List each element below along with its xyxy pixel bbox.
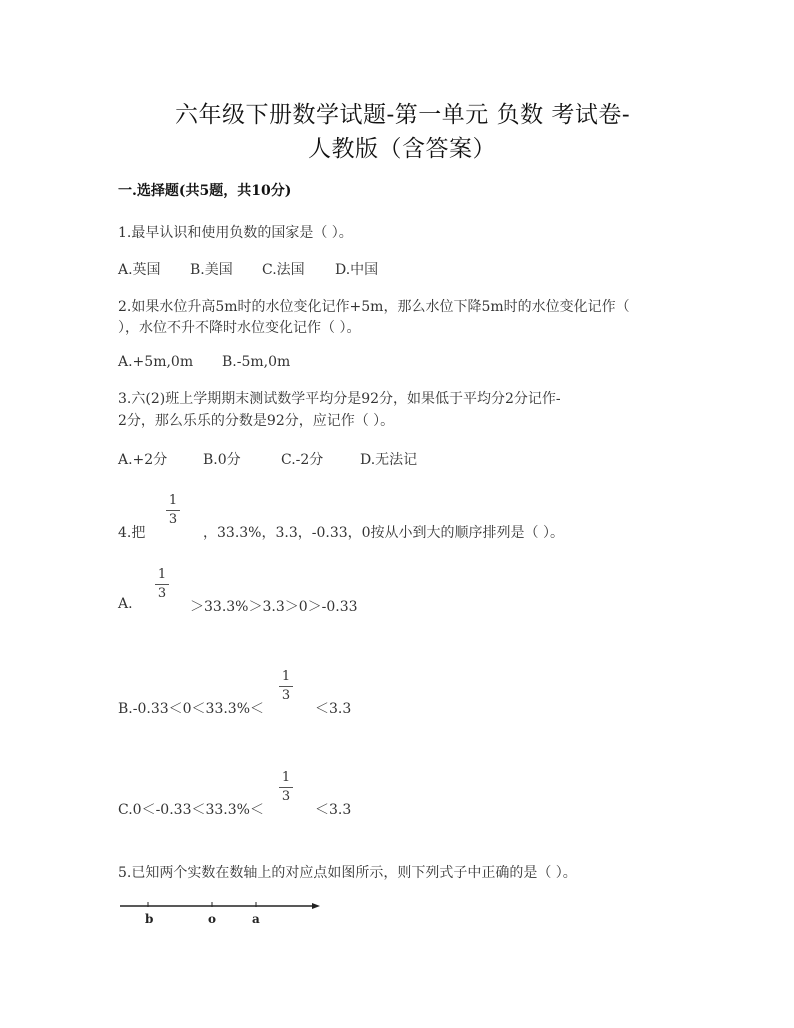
question-3-line2: 2分，那么乐乐的分数是92分，应记作（ ）。 [118,413,395,429]
q4-option-c-rest: ＜3.3 [315,802,352,818]
number-line-arrow [312,903,320,909]
question-2-line2: ），水位不升不降时水位变化记作（ ）。 [118,320,361,336]
q4-option-b-rest: ＜3.3 [315,701,352,717]
fraction-numerator: 1 [157,567,167,582]
q2-option-b: B.-5m,0m [222,354,291,370]
fraction-bar [279,787,293,788]
question-1-text: 1.最早认识和使用负数的国家是（ ）。 [118,225,353,241]
q4-option-b-fraction [279,670,293,703]
fraction-numerator: 1 [281,770,291,785]
q4-option-a-rest: ＞33.3%＞3.3＞0＞-0.33 [190,599,358,615]
label-o: o [208,912,217,926]
q4-option-b-prefix: B.-0.33＜0＜33.3%＜ [118,701,265,717]
q4-option-c-fraction [279,771,293,804]
fraction-numerator: 1 [281,669,291,684]
q1-option-b: B.美国 [190,262,233,278]
fraction-denominator: 3 [157,586,167,601]
q3-option-c: C.-2分 [281,452,324,468]
page-title-line2: 人教版（含答案） [308,136,496,162]
label-a: a [252,912,260,926]
fraction-bar [166,510,180,511]
q1-option-d: D.中国 [335,262,379,278]
q3-option-a: A.+2分 [118,452,168,468]
question-4-prefix: 4.把 [118,525,146,541]
fraction-denominator: 3 [281,789,291,804]
q2-option-a: A.+5m,0m [118,354,194,370]
fraction-denominator: 3 [281,688,291,703]
q4-fraction [166,494,180,527]
fraction-numerator: 1 [168,493,178,508]
section-heading: 一.选择题(共5题，共10分) [118,183,292,199]
q4-option-a-prefix: A. [118,596,133,612]
q4-option-c-prefix: C.0＜-0.33＜33.3%＜ [118,802,264,818]
question-3-line1: 3.六(2)班上学期期末测试数学平均分是92分，如果低于平均分2分记作- [118,391,561,407]
q1-option-c: C.法国 [262,262,305,278]
fraction-denominator: 3 [168,512,178,527]
label-b: b [145,912,154,926]
q1-option-a: A.英国 [118,262,161,278]
question-4-rest: ，33.3%，3.3，-0.33，0按从小到大的顺序排列是（ ）。 [203,525,564,541]
q3-option-b: B.0分 [203,452,241,468]
question-2-line1: 2.如果水位升高5m时的水位变化记作+5m，那么水位下降5m时的水位变化记作（ [118,299,630,315]
q4-option-a-fraction [155,568,169,601]
fraction-bar [279,686,293,687]
question-5-text: 5.已知两个实数在数轴上的对应点如图所示，则下列式子中正确的是（ ）。 [118,865,577,881]
number-line-figure [120,900,320,930]
fraction-bar [155,584,169,585]
q3-option-d: D.无法记 [360,452,418,468]
page-title-line1: 六年级下册数学试题-第一单元 负数 考试卷- [175,102,631,128]
